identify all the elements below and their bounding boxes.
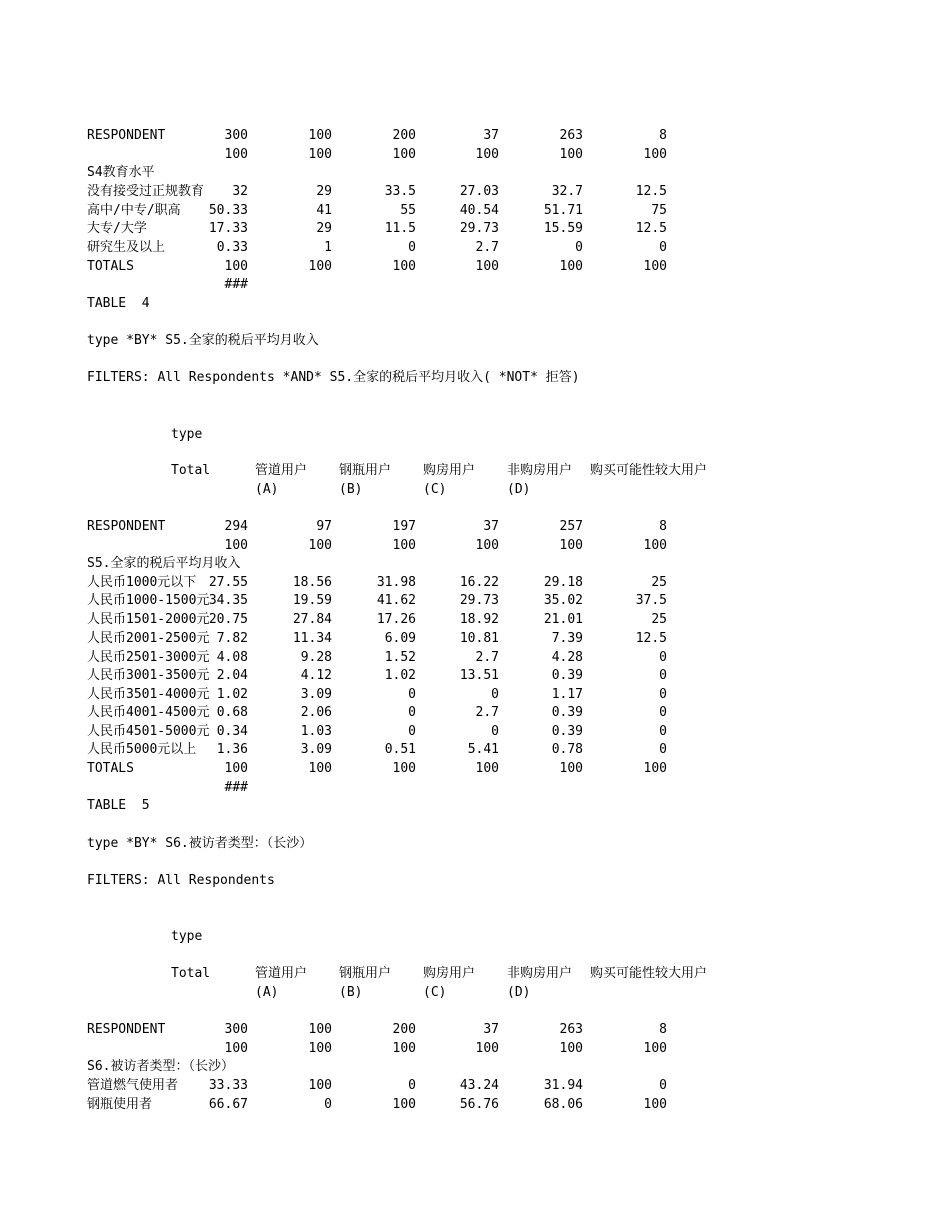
cell: 97: [316, 519, 332, 534]
column-header: 管道用户: [255, 463, 308, 478]
cell: 100: [643, 259, 667, 274]
cell: 29.73: [459, 593, 499, 608]
cell: 100: [475, 1041, 499, 1056]
cell: 0: [659, 650, 667, 665]
cell: 7.82: [216, 631, 248, 646]
cell: 2.06: [300, 705, 332, 720]
cell: 37.5: [635, 593, 667, 608]
cell: 1.36: [216, 742, 248, 757]
cell: 0.78: [551, 742, 583, 757]
cell: 100: [224, 259, 248, 274]
cell: 41.62: [376, 593, 416, 608]
column-code: (D): [507, 985, 531, 1000]
cell: 41: [316, 203, 332, 218]
cell: 16.22: [459, 575, 499, 590]
cell: 100: [392, 1097, 416, 1112]
cell: 100: [392, 538, 416, 553]
cell: 100: [308, 128, 332, 143]
column-code: (A): [255, 482, 279, 497]
filter-line: FILTERS: All Respondents: [87, 873, 275, 888]
cell: 100: [392, 761, 416, 776]
cell: 29.73: [459, 221, 499, 236]
cell: 2.7: [475, 705, 499, 720]
cell: 100: [308, 1078, 332, 1093]
cell: 29: [316, 221, 332, 236]
cell: 13.51: [459, 668, 499, 683]
cell: 100: [475, 259, 499, 274]
column-code: (D): [507, 482, 531, 497]
cell: 300: [224, 1022, 248, 1037]
cell: 29: [316, 184, 332, 199]
cell: 0: [659, 668, 667, 683]
cell: 100: [308, 1041, 332, 1056]
cell: 0.34: [216, 724, 248, 739]
cell: 37: [483, 1022, 499, 1037]
filter-line: FILTERS: All Respondents *AND* S5.全家的税后平均月收入( *NOT* 拒答): [87, 370, 580, 385]
row-label: 人民币4001-4500元: [87, 705, 210, 720]
cell: 8: [659, 519, 667, 534]
cell: 2.7: [475, 240, 499, 255]
cell: 100: [475, 538, 499, 553]
cell: 100: [392, 147, 416, 162]
cell: 100: [224, 147, 248, 162]
row-label: 高中/中专/职高: [87, 203, 181, 218]
cell: 0: [408, 240, 416, 255]
cell: 197: [392, 519, 416, 534]
cell: 0.33: [216, 240, 248, 255]
cell: 15.59: [543, 221, 583, 236]
cell: 100: [643, 1097, 667, 1112]
row-label: 人民币1000元以下: [87, 575, 197, 590]
cell: 0: [575, 240, 583, 255]
cell: 100: [224, 761, 248, 776]
cell: 263: [559, 128, 583, 143]
cell: 0: [659, 240, 667, 255]
cell: 7.39: [551, 631, 583, 646]
row-label: 人民币1501-2000元: [87, 612, 210, 627]
column-code: (C): [423, 482, 447, 497]
cell: 25: [651, 612, 667, 627]
row-label: 没有接受过正规教育: [87, 184, 205, 199]
cell: 27.84: [292, 612, 332, 627]
column-header: 购买可能性较大用户: [590, 966, 708, 981]
column-header: 非购房用户: [507, 463, 573, 478]
cell: 100: [224, 538, 248, 553]
cell: 1.03: [300, 724, 332, 739]
column-header: 钢瓶用户: [339, 463, 392, 478]
cell: 75: [651, 203, 667, 218]
cell: 100: [475, 147, 499, 162]
cell: 100: [475, 761, 499, 776]
cell: 200: [392, 1022, 416, 1037]
cell: 100: [643, 761, 667, 776]
cell: 1.52: [384, 650, 416, 665]
cell: 294: [224, 519, 248, 534]
row-label: TOTALS: [87, 761, 134, 776]
cell: 100: [308, 259, 332, 274]
cell: 66.67: [208, 1097, 248, 1112]
end-marker: ###: [224, 780, 248, 795]
banner-label: type: [171, 929, 203, 944]
row-label: 人民币2001-2500元: [87, 631, 210, 646]
cell: 11.5: [384, 221, 416, 236]
cell: 34.35: [208, 593, 248, 608]
cell: 0.68: [216, 705, 248, 720]
cell: 0.39: [551, 705, 583, 720]
cell: 100: [559, 761, 583, 776]
cell: 56.76: [459, 1097, 499, 1112]
cell: 0: [659, 1078, 667, 1093]
cell: 33.33: [208, 1078, 248, 1093]
cell: 40.54: [459, 203, 499, 218]
column-code: (C): [423, 985, 447, 1000]
cell: 100: [643, 538, 667, 553]
cell: 4.08: [216, 650, 248, 665]
cell: 12.5: [635, 184, 667, 199]
cell: 32: [232, 184, 248, 199]
cell: 0: [408, 724, 416, 739]
row-label: 人民币4501-5000元: [87, 724, 210, 739]
table-title: TABLE 4: [87, 296, 150, 311]
row-label: 人民币5000元以上: [87, 742, 197, 757]
cell: 37: [483, 128, 499, 143]
cell: 51.71: [543, 203, 583, 218]
cell: 1.02: [384, 668, 416, 683]
cell: 100: [643, 1041, 667, 1056]
cell: 100: [559, 259, 583, 274]
cell: 3.09: [300, 742, 332, 757]
cell: 300: [224, 128, 248, 143]
by-line: type *BY* S6.被访者类型：（长沙）: [87, 836, 313, 851]
row-label: 管道燃气使用者: [87, 1078, 179, 1093]
cell: 11.34: [292, 631, 332, 646]
row-label: 人民币3001-3500元: [87, 668, 210, 683]
row-label: RESPONDENT: [87, 1022, 166, 1037]
column-header: 购买可能性较大用户: [590, 463, 708, 478]
cell: 31.98: [376, 575, 416, 590]
column-header: 购房用户: [423, 966, 476, 981]
cell: 100: [224, 1041, 248, 1056]
cell: 33.5: [384, 184, 416, 199]
cell: 50.33: [208, 203, 248, 218]
column-code: (B): [339, 482, 363, 497]
row-label: RESPONDENT: [87, 128, 166, 143]
cell: 0: [659, 705, 667, 720]
row-label: 人民币1000-1500元: [87, 593, 210, 608]
cell: 17.33: [208, 221, 248, 236]
cell: 257: [559, 519, 583, 534]
row-label: RESPONDENT: [87, 519, 166, 534]
cell: 200: [392, 128, 416, 143]
column-code: (A): [255, 985, 279, 1000]
cell: 10.81: [459, 631, 499, 646]
column-header: 购房用户: [423, 463, 476, 478]
column-header: 管道用户: [255, 966, 308, 981]
cell: 0: [324, 1097, 332, 1112]
by-line: type *BY* S5.全家的税后平均月收入: [87, 333, 319, 348]
column-header: Total: [171, 463, 211, 478]
cell: 4.12: [300, 668, 332, 683]
cell: 0: [408, 1078, 416, 1093]
cell: 100: [308, 761, 332, 776]
cell: 100: [308, 1022, 332, 1037]
cell: 35.02: [543, 593, 583, 608]
cell: 100: [392, 1041, 416, 1056]
cell: 0.51: [384, 742, 416, 757]
cell: 27.03: [459, 184, 499, 199]
row-label: 大专/大学: [87, 221, 147, 236]
cell: 31.94: [543, 1078, 583, 1093]
cell: 12.5: [635, 221, 667, 236]
cell: 100: [392, 259, 416, 274]
cell: 100: [643, 147, 667, 162]
cell: 55: [400, 203, 416, 218]
column-header: Total: [171, 966, 211, 981]
cell: 2.04: [216, 668, 248, 683]
end-marker: ###: [224, 277, 248, 292]
cell: 2.7: [475, 650, 499, 665]
cell: 0: [491, 724, 499, 739]
cell: 37: [483, 519, 499, 534]
cell: 100: [308, 147, 332, 162]
cell: 0: [408, 687, 416, 702]
column-header: 钢瓶用户: [339, 966, 392, 981]
row-label: 人民币3501-4000元: [87, 687, 210, 702]
section-heading: S4教育水平: [87, 165, 155, 180]
cell: 20.75: [208, 612, 248, 627]
cell: 0: [408, 705, 416, 720]
column-header: 非购房用户: [507, 966, 573, 981]
cell: 4.28: [551, 650, 583, 665]
cell: 8: [659, 128, 667, 143]
cell: 18.56: [292, 575, 332, 590]
cell: 32.7: [551, 184, 583, 199]
section-heading: S5.全家的税后平均月收入: [87, 556, 241, 571]
cell: 100: [559, 147, 583, 162]
cell: 100: [559, 538, 583, 553]
cell: 21.01: [543, 612, 583, 627]
row-label: 人民币2501-3000元: [87, 650, 210, 665]
cell: 18.92: [459, 612, 499, 627]
row-label: 钢瓶使用者: [87, 1097, 153, 1112]
column-code: (B): [339, 985, 363, 1000]
cell: 0.39: [551, 724, 583, 739]
section-heading: S6.被访者类型：（长沙）: [87, 1059, 234, 1074]
banner-label: type: [171, 427, 203, 442]
cell: 263: [559, 1022, 583, 1037]
cell: 19.59: [292, 593, 332, 608]
cell: 17.26: [376, 612, 416, 627]
cell: 100: [308, 538, 332, 553]
cell: 100: [559, 1041, 583, 1056]
cell: 29.18: [543, 575, 583, 590]
cell: 0: [659, 742, 667, 757]
cell: 9.28: [300, 650, 332, 665]
cell: 1.02: [216, 687, 248, 702]
cell: 1.17: [551, 687, 583, 702]
cell: 8: [659, 1022, 667, 1037]
cell: 0: [659, 724, 667, 739]
table-title: TABLE 5: [87, 798, 150, 813]
row-label: 研究生及以上: [87, 240, 166, 255]
cell: 6.09: [384, 631, 416, 646]
cell: 25: [651, 575, 667, 590]
cell: 0: [491, 687, 499, 702]
cell: 27.55: [208, 575, 248, 590]
cell: 1: [324, 240, 332, 255]
cell: 3.09: [300, 687, 332, 702]
cell: 43.24: [459, 1078, 499, 1093]
cell: 12.5: [635, 631, 667, 646]
cell: 5.41: [467, 742, 499, 757]
row-label: TOTALS: [87, 259, 134, 274]
cell: 0: [659, 687, 667, 702]
cell: 0.39: [551, 668, 583, 683]
cell: 68.06: [543, 1097, 583, 1112]
